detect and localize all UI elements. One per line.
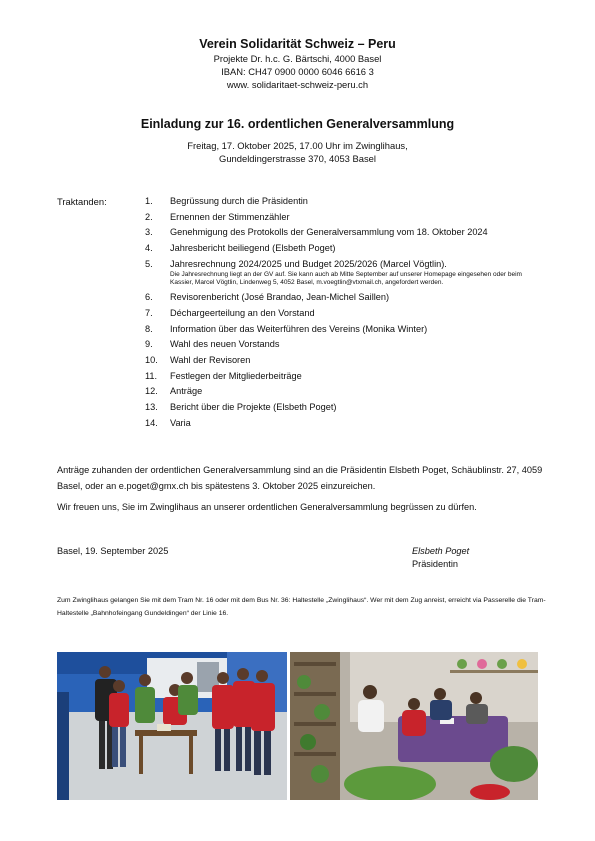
- agenda-item: [145, 402, 545, 413]
- agenda-item-text: Ernennen der Stimmenzähler: [170, 211, 290, 222]
- agenda-item-text: Wahl des neuen Vorstands: [170, 339, 280, 350]
- agenda-item-number: 3.: [145, 227, 153, 238]
- agenda-item: [145, 324, 545, 335]
- org-iban: IBAN: CH47 0900 0000 6046 6616 3: [221, 66, 374, 77]
- agenda-item-number: 13.: [145, 402, 158, 413]
- agenda-item-number: 10.: [145, 355, 158, 366]
- agenda-item-number: 9.: [145, 339, 153, 350]
- signature-place-date: Basel, 19. September 2025: [57, 546, 169, 556]
- agenda-item-text: Wahl der Revisoren: [170, 355, 251, 366]
- agenda-item-text: Bericht über die Projekte (Elsbeth Poget): [170, 402, 337, 413]
- proposals-paragraph: Anträge zuhanden der ordentlichen Generalversammlung sind an die Präsidentin Elsbeth Poget, Schäublinstr. 27, 4059 Basel, oder an e.poget@gmx.ch bis spätestens 3. Oktober 2025 einzureichen.: [57, 465, 543, 491]
- agenda-item-text: Déchargeerteilung an den Vorstand: [170, 308, 315, 319]
- agenda-item: [145, 371, 545, 382]
- agenda-item: [145, 308, 545, 319]
- group-photo: [57, 652, 287, 800]
- agenda-item-text: Festlegen der Mitgliederbeiträge: [170, 370, 302, 381]
- agenda-item-number: 6.: [145, 292, 153, 303]
- agenda-item: [145, 259, 545, 288]
- agenda-item-number: 1.: [145, 196, 153, 206]
- agenda-label: Traktanden:: [57, 196, 107, 207]
- agenda-item-number: 7.: [145, 308, 153, 319]
- agenda-item: [145, 212, 545, 223]
- signature-name: Elsbeth Poget: [412, 546, 470, 556]
- agenda-item: [145, 292, 545, 303]
- agenda-item: [145, 386, 545, 397]
- agenda-item-note: Die Jahresrechnung liegt an der GV auf. Sie kann auch ab Mitte September auf unserer Homepage eingesehen oder beim Kassier, Marcel Vögtlin, Lindenweg 5, 4052 Basel, m.voegtlin@vtxmail.ch, angefordert werden.: [170, 271, 522, 287]
- welcome-paragraph: Wir freuen uns, Sie im Zwinglihaus an unserer ordentlichen Generalversammlung begrüssen zu dürfen.: [57, 502, 477, 512]
- agenda-item-number: 4.: [145, 243, 153, 254]
- agenda-item: [145, 227, 545, 238]
- signature-role: Präsidentin: [412, 559, 458, 569]
- agenda-item-number: 14.: [145, 417, 158, 428]
- agenda-item-text: Revisorenbericht (José Brandao, Jean-Michel Saillen): [170, 292, 390, 303]
- meeting-date-place: Freitag, 17. Oktober 2025, 17.00 Uhr im Zwinglihaus,: [187, 140, 408, 151]
- agenda-item-number: 11.: [145, 370, 158, 381]
- org-address: Projekte Dr. h.c. G. Bärtschi, 4000 Basel: [213, 53, 382, 64]
- agenda-item: [145, 196, 545, 207]
- agenda-list: [145, 196, 545, 434]
- agenda-item-text: Jahresrechnung 2024/2025 und Budget 2025/2026 (Marcel Vögtlin).: [170, 258, 447, 269]
- agenda-item-text: Genehmigung des Protokolls der Generalversammlung vom 18. Oktober 2024: [170, 227, 488, 238]
- org-website: www. solidaritaet-schweiz-peru.ch: [226, 79, 369, 90]
- agenda-item: [145, 355, 545, 366]
- agenda-item-number: 5.: [145, 258, 153, 269]
- meeting-address: Gundeldingerstrasse 370, 4053 Basel: [219, 153, 376, 164]
- agenda-item: [145, 243, 545, 254]
- agenda-item-text: Begrüssung durch die Präsidentin: [170, 196, 308, 206]
- agenda-item-text: Information über das Weiterführen des Vereins (Monika Winter): [170, 323, 428, 334]
- agenda-item-text: Anträge: [170, 386, 203, 397]
- agenda-item-number: 2.: [145, 211, 153, 222]
- invitation-title: Einladung zur 16. ordentlichen Generalversammlung: [140, 117, 455, 131]
- agenda-item-number: 12.: [145, 386, 158, 397]
- agenda-item: [145, 418, 545, 429]
- agenda-item-number: 8.: [145, 323, 153, 334]
- meeting-photo: [290, 652, 538, 800]
- directions-footer: Zum Zwinglihaus gelangen Sie mit dem Tram Nr. 16 oder mit dem Bus Nr. 36: Haltestelle „Zwinglihaus“. Wer mit dem Zug anreist, erreicht via Passerelle die Tram-Haltestelle „Bahnhofeingang Gundeldingen“ der Linie 16.: [57, 597, 546, 617]
- agenda-item-text: Jahresbericht beiliegend (Elsbeth Poget): [170, 243, 336, 254]
- agenda-item-text: Varia: [170, 417, 191, 428]
- org-name: Verein Solidarität Schweiz – Peru: [199, 37, 396, 51]
- agenda-item: [145, 339, 545, 350]
